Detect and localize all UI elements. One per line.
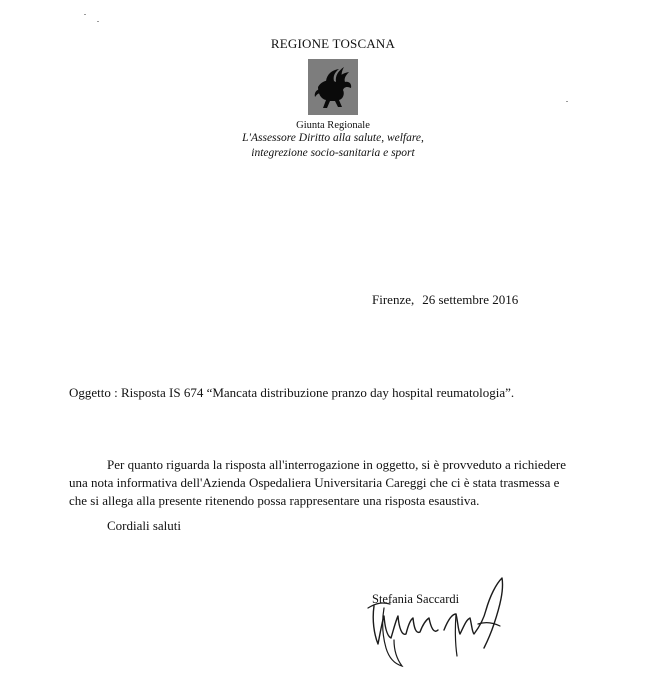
assessore-line-2: integrezione socio-sanitaria e sport xyxy=(251,147,415,159)
date-city: Firenze, xyxy=(372,292,415,307)
handwritten-signature xyxy=(360,572,520,672)
signer-name: Stefania Saccardi xyxy=(372,592,460,606)
scan-speck xyxy=(97,21,99,22)
scan-speck xyxy=(84,14,86,15)
date-value: 26 settembre 2016 xyxy=(422,292,519,307)
letter-body xyxy=(69,456,569,510)
body-paragraph: Per quanto riguarda la risposta all'interrogazione in oggetto, si è provveduto a richiedere una nota informativa dell'Azienda Ospedaliera Universitaria Careggi che ci è stata trasmessa e che si allega alla presente ritenendo possa rappresentare una risposta esaustiva. xyxy=(69,457,566,508)
closing-salutation: Cordiali saluti xyxy=(107,518,182,533)
pegasus-emblem-icon xyxy=(308,59,358,115)
letterhead xyxy=(0,36,666,161)
letter-date xyxy=(372,292,518,308)
region-title: REGIONE TOSCANA xyxy=(270,36,396,51)
letter-subject: Oggetto : Risposta IS 674 “Mancata distribuzione pranzo day hospital reumatologia”. xyxy=(69,385,515,400)
assessore-line-1: L'Assessore Diritto alla salute, welfare, xyxy=(242,132,424,144)
giunta-label: Giunta Regionale xyxy=(296,120,370,131)
